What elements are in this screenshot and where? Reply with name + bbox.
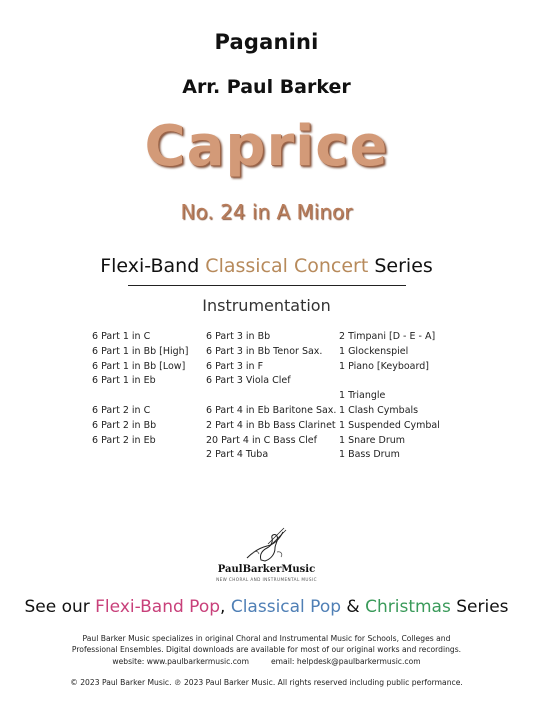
instrument-item: 2 Timpani [D - E - A] <box>339 331 436 342</box>
about-line-2: Professional Ensembles. Digital downloads are available for most of our original works and recordings. <box>71 645 462 655</box>
instrument-item: 6 Part 3 Viola Clef <box>206 375 291 387</box>
instrument-list-column-3 <box>339 330 440 463</box>
publisher-tagline: NEW CHORAL AND INSTRUMENTAL MUSIC <box>216 577 317 582</box>
promo-classical-pop: Classical Pop <box>230 597 342 617</box>
instrument-item: 6 Part 3 in Bb Tenor Sax. <box>206 345 323 357</box>
arranger-credit: Arr. Paul Barker <box>182 76 351 98</box>
website-text: website: www.paulbarkermusic.com <box>112 657 249 666</box>
instrument-item: 1 Snare Drum <box>339 434 405 446</box>
piece-subtitle: No. 24 in A Minor <box>180 200 353 224</box>
instrument-list-column-1 <box>92 330 188 448</box>
violin-logo-icon <box>237 524 297 564</box>
instrument-item: 6 Part 1 in C <box>92 331 151 342</box>
about-line-1: Paul Barker Music specializes in original Choral and Instrumental Music for Schools, Colleges and <box>82 634 451 643</box>
divider-rule <box>128 285 406 286</box>
instrument-item: 6 Part 4 in Eb Baritone Sax. <box>206 404 337 416</box>
instrument-item: 1 Bass Drum <box>339 449 400 461</box>
instrument-item: 6 Part 1 in Bb [Low] <box>92 360 186 372</box>
promo-separator: , <box>220 597 231 617</box>
instrument-item: 1 Suspended Cymbal <box>339 419 440 431</box>
promo-prefix: See our <box>24 597 96 617</box>
instrument-spacer <box>92 389 188 404</box>
instrument-item: 6 Part 1 in Bb [High] <box>92 345 189 357</box>
instrument-item: 1 Clash Cymbals <box>339 404 419 416</box>
instrument-item: 6 Part 3 in F <box>206 360 264 372</box>
instrument-spacer <box>339 374 440 389</box>
about-text <box>0 633 533 655</box>
series-suffix: Series <box>368 255 433 277</box>
composer-name: Paganini <box>214 30 319 54</box>
series-accent: Classical Concert <box>205 255 369 277</box>
copyright-notice: © 2023 Paul Barker Music. ℗ 2023 Paul Barker Music. All rights reserved including public performance. <box>70 678 463 687</box>
instrument-item: 2 Part 4 Tuba <box>206 449 269 461</box>
promo-flexi-band-pop: Flexi-Band Pop <box>95 597 221 617</box>
instrument-item: 1 Glockenspiel <box>339 345 409 357</box>
publisher-logo <box>0 524 533 564</box>
promo-ampersand: & <box>341 597 366 617</box>
instrument-item: 6 Part 2 in C <box>92 404 151 416</box>
promo-line <box>0 597 533 617</box>
publisher-name: PaulBarkerMusic <box>217 564 316 575</box>
instrument-list-column-2 <box>206 330 336 463</box>
email-text: email: helpdesk@paulbarkermusic.com <box>270 657 421 666</box>
instrument-item: 2 Part 4 in Bb Bass Clarinet <box>206 419 336 431</box>
instrument-spacer <box>206 389 336 404</box>
instrument-item: 6 Part 2 in Bb <box>92 419 157 431</box>
series-prefix: Flexi-Band <box>100 255 206 277</box>
instrument-item: 20 Part 4 in C Bass Clef <box>206 434 317 446</box>
instrument-item: 6 Part 1 in Eb <box>92 375 156 387</box>
promo-suffix: Series <box>450 597 509 617</box>
contact-line <box>0 656 533 667</box>
instrument-item: 1 Triangle <box>339 390 386 402</box>
piece-title: Caprice <box>144 114 389 179</box>
series-line <box>0 255 533 277</box>
instrument-item: 6 Part 2 in Eb <box>92 434 156 446</box>
instrumentation-heading: Instrumentation <box>202 296 331 315</box>
instrument-item: 6 Part 3 in Bb <box>206 331 271 342</box>
instrument-item: 1 Piano [Keyboard] <box>339 360 429 372</box>
promo-christmas: Christmas <box>365 597 451 617</box>
